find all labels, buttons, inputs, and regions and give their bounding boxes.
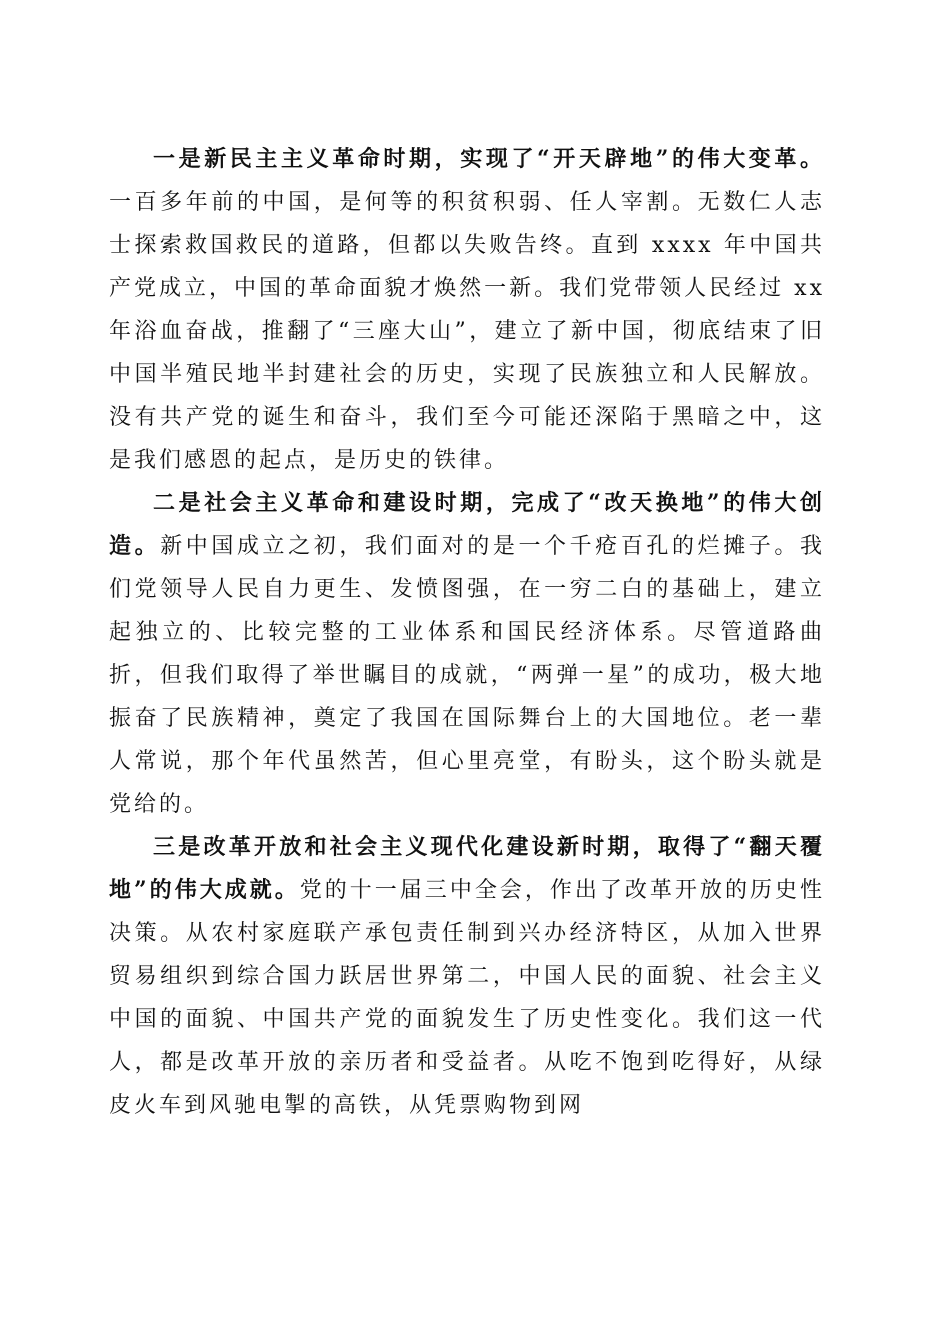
paragraph-new-democratic-revolution bbox=[109, 138, 825, 482]
paragraph-reform-opening bbox=[109, 826, 825, 1127]
paragraph-lead: 一是新民主主义革命时期，实现了“开天辟地”的伟大变革。 bbox=[153, 146, 825, 172]
paragraph-lead: 二是社会主义革命和建设时期，完成了“改天换地”的伟大创造。 bbox=[109, 490, 825, 559]
paragraph-socialist-revolution bbox=[109, 482, 825, 826]
paragraph-text: 一百多年前的中国，是何等的积贫积弱、任人宰割。无数仁人志士探索救国救民的道路，但都以失败告终。直到 xxxx 年中国共产党成立，中国的革命面貌才焕然一新。我们党带领人民经过 xx 年浴血奋战，推翻了“三座大山”，建立了新中国，彻底结束了旧中国半殖民地半封建社会的历史，实现了民族独立和人民解放。没有共产党的诞生和奋斗，我们至今可能还深陷于黑暗之中，这是我们感恩的起点，是历史的铁律。 bbox=[109, 190, 825, 473]
paragraph-text: 新中国成立之初，我们面对的是一个千疮百孔的烂摊子。我们党领导人民自力更生、发愤图强，在一穷二白的基础上，建立起独立的、比较完整的工业体系和国民经济体系。尽管道路曲折，但我们取得了举世瞩目的成就，“两弹一星”的成功，极大地振奋了民族精神，奠定了我国在国际舞台上的大国地位。老一辈人常说，那个年代虽然苦，但心里亮堂，有盼头，这个盼头就是党给的。 bbox=[109, 534, 825, 817]
paragraph-lead: 三是改革开放和社会主义现代化建设新时期，取得了“翻天覆地”的伟大成就。 bbox=[109, 834, 825, 903]
document-body bbox=[109, 138, 825, 1127]
paragraph-text: 党的十一届三中全会，作出了改革开放的历史性决策。从农村家庭联产承包责任制到兴办经济特区，从加入世界贸易组织到综合国力跃居世界第二，中国人民的面貌、社会主义中国的面貌、中国共产党的面貌发生了历史性变化。我们这一代人，都是改革开放的亲历者和受益者。从吃不饱到吃得好，从绿皮火车到风驰电掣的高铁，从凭票购物到网 bbox=[109, 878, 825, 1118]
